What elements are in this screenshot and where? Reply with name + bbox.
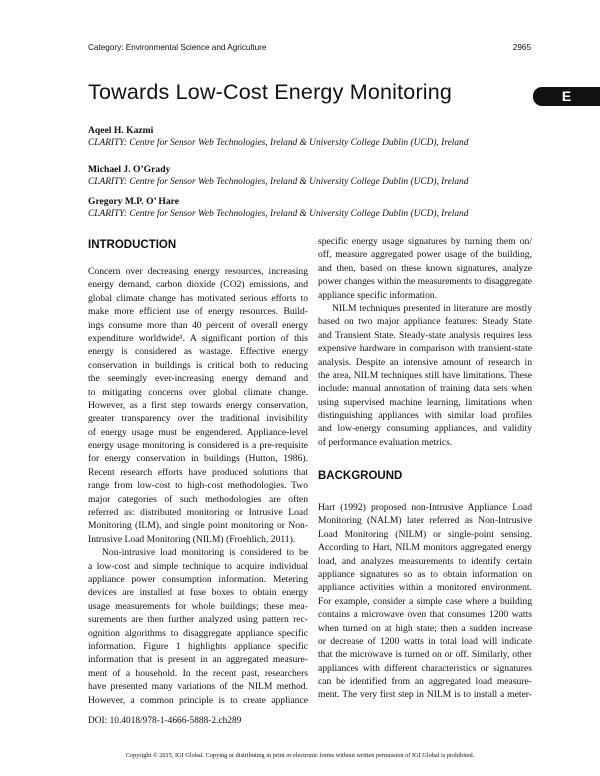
- text-line: Concern over decreasing energy resources, increasing: [88, 266, 308, 277]
- introduction-left-column: [88, 265, 308, 707]
- text-line: can be identified from an aggregated load measure-: [318, 676, 532, 688]
- text-line: energy demand, carbon dioxide (CO2) emissions, and: [88, 279, 308, 291]
- text-line: that the microwave is turned on or off. Similarly, other: [318, 649, 532, 661]
- text-line: make more efficient use of energy resources. Build-: [88, 306, 308, 318]
- text-line: using supervised machine learning, limitations when: [318, 396, 532, 408]
- page-number: 2965: [512, 43, 531, 52]
- text-line: and low-energy consuming appliances, and validity: [318, 423, 532, 435]
- text-line: Monitoring (NALM) later referred as Non-Intrusive: [318, 515, 532, 527]
- text-line: off, measure aggregated power usage of the building,: [318, 249, 532, 261]
- text-line: surements are then further analyzed using pattern rec-: [88, 614, 308, 626]
- text-line: include: manual annotation of training data sets when: [318, 383, 532, 395]
- text-line: expensive hardware in comparison with transient-state: [318, 343, 532, 355]
- text-line: Non-intrusive load monitoring is considered to be: [102, 547, 308, 559]
- introduction-heading: INTRODUCTION: [88, 239, 177, 251]
- text-line: global climate change has motivated serious efforts to: [88, 292, 308, 304]
- author-name: Gregory M.P. O’ Hare: [88, 196, 180, 207]
- author-block: [88, 195, 548, 221]
- text-line: appliance specific information.: [318, 289, 438, 301]
- text-line: Monitoring (ILM), and single point monitoring or Non-: [88, 520, 308, 532]
- author-affiliation: CLARITY: Centre for Sensor Web Technologies, Ireland & University College Dublin (UCD), Ireland: [88, 138, 469, 148]
- doi: DOI: 10.4018/978-1-4666-5888-2.ch289: [88, 716, 242, 726]
- text-line: greater transparency over the traditional invisibility: [88, 413, 308, 425]
- author-name: Michael J. O’Grady: [88, 164, 171, 175]
- text-line: information that is present in an aggregated measure-: [88, 654, 308, 666]
- text-line: devices are installed at fuse boxes to obtain energy: [88, 587, 308, 599]
- text-line: and then, based on these known signatures, analyze: [318, 262, 532, 274]
- text-line: distinguishing appliances with similar load profiles: [318, 410, 532, 422]
- text-line: information. Figure 1 highlights appliance specific: [88, 640, 308, 652]
- author-block: [88, 163, 548, 189]
- text-line: usage measurements for whole buildings; these mea-: [88, 600, 308, 612]
- text-line: power changes within the measurements to disaggregate: [318, 276, 532, 288]
- author-affiliation: CLARITY: Centre for Sensor Web Technologies, Ireland & University College Dublin (UCD), Ireland: [88, 209, 469, 219]
- text-line: for energy conservation in buildings (Hutton, 1986).: [88, 453, 308, 465]
- text-line: ment of a household. In the recent past, researchers: [88, 667, 308, 679]
- text-line: For example, consider a simple case where a building: [318, 595, 532, 607]
- text-line: load, and analyzes measurements to identify certain: [318, 555, 532, 567]
- text-line: range from low-cost to high-cost methodologies. Two: [88, 480, 308, 492]
- text-line: analysis. Despite an intensive amount of research in: [318, 356, 532, 368]
- text-line: However, as a first step towards energy conservation,: [88, 399, 308, 411]
- text-line: conservation in buildings is critical both to reducing: [88, 359, 308, 371]
- text-line: Intrusive Load Monitoring (NILM) (Froehlich, 2011).: [88, 533, 296, 545]
- text-line: Load Monitoring (NILM) or single-point sensing.: [318, 528, 532, 540]
- text-line: when turned on at high state; then a sudden increase: [318, 622, 532, 634]
- author-block: [88, 124, 548, 150]
- text-line: have presented many variations of the NILM method.: [88, 681, 308, 693]
- text-line: ognition algorithms to disaggregate appliance specific: [88, 627, 308, 639]
- text-line: appliances with different characteristics or signatures: [318, 662, 532, 674]
- text-line: the seemingly ever-increasing energy demand and: [88, 373, 308, 385]
- text-line: the area, NILM techniques still have limitations. These: [318, 369, 532, 381]
- author-name: Aqeel H. Kazmi: [88, 125, 154, 136]
- text-line: appliance power consumption information. Metering: [88, 573, 308, 585]
- text-line: and Transient State. Steady-state analysis requires less: [318, 329, 532, 341]
- text-line: or decrease of 1200 watts in total load will indicate: [318, 635, 532, 647]
- text-line: a low-cost and simple technique to acquire individual: [88, 560, 308, 572]
- copyright-notice: Copyright © 2015, IGI Global. Copying or distributing in print or electronic forms without written permission of IGI Global is prohibited.: [125, 752, 475, 759]
- text-line: energy is considered as wastage. Effective energy: [88, 346, 308, 358]
- text-line: specific energy usage signatures by turning them on/: [318, 236, 532, 247]
- text-line: expenditure worldwide¹. A significant portion of this: [88, 332, 308, 344]
- background-heading: BACKGROUND: [318, 470, 403, 482]
- text-line: appliance signatures so as to obtain information on: [318, 568, 532, 580]
- text-line: of performance evaluation metrics.: [318, 436, 453, 448]
- text-line: based on two major appliance features: Steady State: [318, 316, 532, 328]
- author-affiliation: CLARITY: Centre for Sensor Web Technologies, Ireland & University College Dublin (UCD), Ireland: [88, 177, 469, 187]
- text-line: ment. The very first step in NILM is to install a meter-: [318, 689, 532, 701]
- text-line: However, a common principle is to create appliance: [88, 694, 308, 706]
- text-line: referred as: distributed monitoring or Intrusive Load: [88, 507, 308, 519]
- text-line: Recent research efforts have produced solutions that: [88, 466, 308, 478]
- introduction-right-column: [318, 235, 532, 449]
- section-tab-badge: E: [533, 87, 600, 106]
- text-line: ings consume more than 40 percent of overall energy: [88, 319, 308, 331]
- text-line: Hart (1992) proposed non-Intrusive Appliance Load: [318, 502, 532, 513]
- background-column: [318, 501, 532, 702]
- text-line: contains a microwave oven that consumes 1200 watts: [318, 609, 532, 621]
- text-line: to mitigating concerns over global climate change.: [88, 386, 308, 398]
- text-line: energy usage monitoring is considered is a pre-requisite: [88, 440, 308, 452]
- text-line: NILM techniques presented in literature are mostly: [332, 302, 532, 314]
- text-line: According to Hart, NILM monitors aggregated energy: [318, 542, 532, 554]
- running-header-category: Category: Environmental Science and Agriculture: [88, 43, 267, 52]
- text-line: appliance activities within a monitored environment.: [318, 582, 532, 594]
- text-line: major categories of such methodologies are often: [88, 493, 308, 505]
- text-line: of energy usage must be engendered. Appliance-level: [88, 426, 308, 438]
- article-title: Towards Low-Cost Energy Monitoring: [88, 80, 453, 104]
